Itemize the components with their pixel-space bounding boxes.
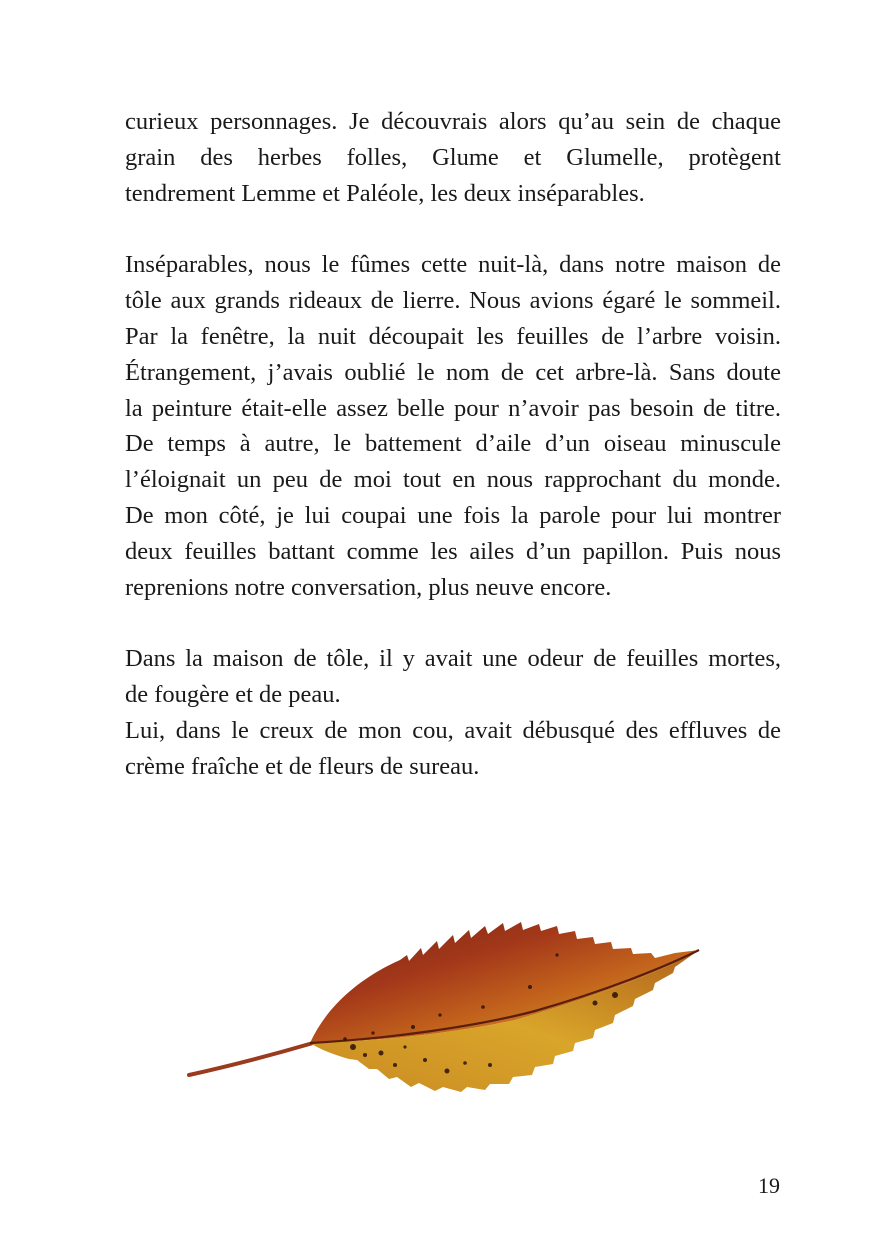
text-line: de fougère et de peau. (125, 681, 341, 709)
text-line: tôle aux grands rideaux de lierre. Nous avions égaré le sommeil. (125, 287, 781, 315)
text-line: tendrement Lemme et Paléole, les deux inséparables. (125, 179, 645, 207)
text-line: deux feuilles battant comme les ailes d’un papillon. Puis nous (125, 537, 781, 565)
text-line: Étrangement, j’avais oublié le nom de cet arbre-là. Sans doute (125, 358, 781, 386)
text-line: De mon côté, je lui coupai une fois la parole pour lui montrer (125, 501, 781, 529)
text-line: reprenions notre conversation, plus neuve encore. (125, 573, 612, 601)
page-number: 19 (758, 1173, 780, 1198)
text-line: Dans la maison de tôle, il y avait une odeur de feuilles mortes, (125, 645, 781, 673)
paragraph-3 (125, 641, 781, 713)
paragraph-4 (125, 713, 781, 785)
paragraph-2 (125, 247, 781, 605)
text-line: De temps à autre, le battement d’aile d’un oiseau minuscule (125, 430, 781, 458)
text-line: Inséparables, nous le fûmes cette nuit-là, dans notre maison de (125, 251, 781, 279)
autumn-leaf-image (185, 915, 705, 1095)
text-line: l’éloignait un peu de moi tout en nous rapprochant du monde. (125, 466, 781, 494)
text-line: la peinture était-elle assez belle pour n’avoir pas besoin de titre. (125, 394, 781, 422)
text-line: Lui, dans le creux de mon cou, avait débusqué des effluves de (125, 716, 781, 744)
body-text (125, 104, 781, 785)
paragraph-1 (125, 104, 781, 211)
text-line: curieux personnages. Je découvrais alors qu’au sein de chaque (125, 108, 781, 135)
leaf-stem (189, 1043, 313, 1075)
text-line: Par la fenêtre, la nuit découpait les feuilles de l’arbre voisin. (125, 322, 781, 350)
text-line: crème fraîche et de fleurs de sureau. (125, 752, 480, 780)
text-line: grain des herbes folles, Glume et Glumelle, protègent (125, 143, 781, 171)
